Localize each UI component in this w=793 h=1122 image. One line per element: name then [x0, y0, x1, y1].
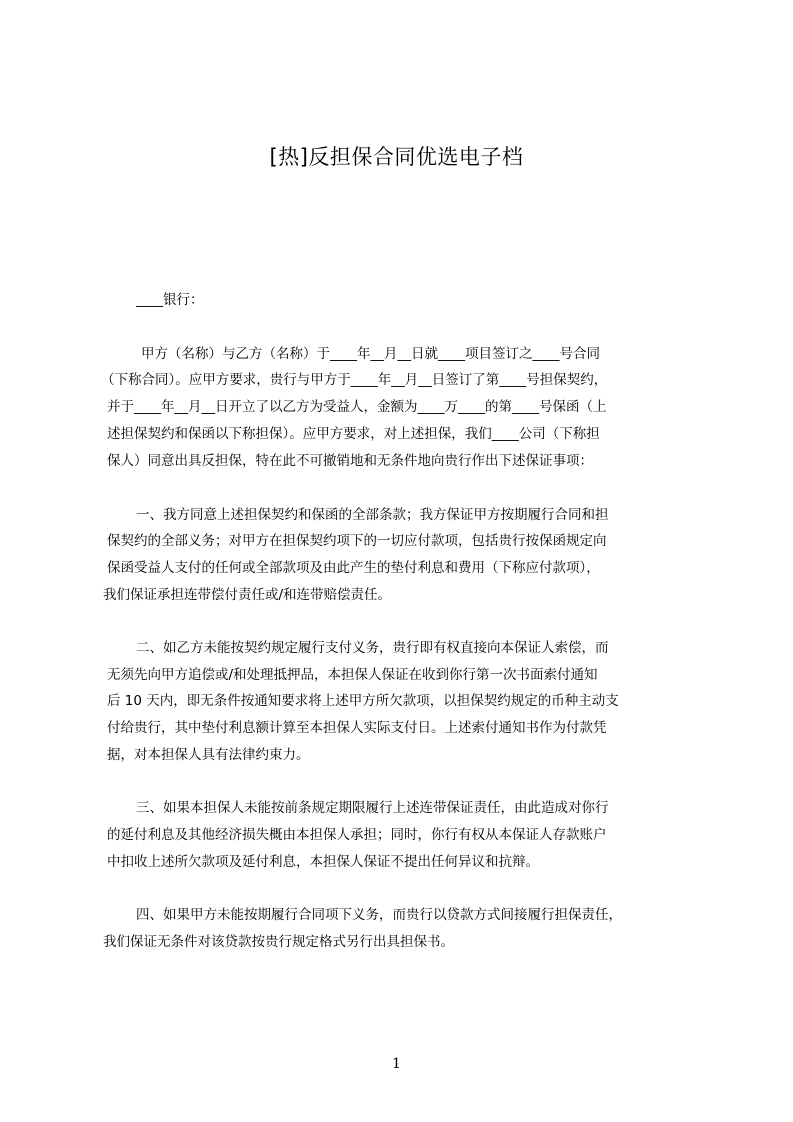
paragraph-line: 述担保契约和保函以下称担保）。应甲方要求，对上述担保，我们____公司（下称担 — [107, 426, 600, 442]
paragraph-line: 据，对本担保人具有法律约束力。 — [107, 747, 310, 763]
paragraph-line: 中扣收上述所欠款项及延付利息，本担保人保证不提出任何异议和抗辩。 — [107, 854, 539, 870]
paragraph-line: （下称合同）。应甲方要求，贵行与甲方于____年__月__日签订了第____号担保契约， — [101, 372, 608, 388]
paragraph-line: 我们保证无条件对该贷款按贵行规定格式另行出具担保书。 — [103, 934, 454, 950]
paragraph-line: 并于____年__月__日开立了以乙方为受益人，金额为____万____的第____号保函（上 — [107, 399, 607, 415]
document-title: [热]反担保合同优选电子档 — [269, 145, 524, 169]
salutation: ____银行： — [136, 292, 204, 308]
paragraph-line: 保契约的全部义务；对甲方在担保契约项下的一切应付款项，包括贵行按保函规定向 — [107, 533, 607, 549]
paragraph-line: 后 10 天内，即无条件按通知要求将上述甲方所欠款项，以担保契约规定的币种主动支 — [107, 693, 619, 709]
paragraph-line: 的延付利息及其他经济损失概由本担保人承担；同时，你行有权从本保证人存款账户 — [107, 827, 607, 843]
paragraph-line: 无须先向甲方追偿或/和处理抵押品，本担保人保证在收到你行第一次书面索付通知 — [107, 667, 598, 683]
paragraph-line: 四、如果甲方未能按期履行合同项下义务，而贵行以贷款方式间接履行担保责任， — [136, 907, 622, 923]
paragraph-line: 三、如果本担保人未能按前条规定期限履行上述连带保证责任，由此造成对你行 — [136, 800, 609, 816]
paragraph-line: 一、我方同意上述担保契约和保函的全部条款；我方保证甲方按期履行合同和担 — [136, 507, 609, 523]
page-number: 1 — [392, 1056, 401, 1072]
paragraph-line: 保人）同意出具反担保，特在此不可撤销地和无条件地向贵行作出下述保证事项： — [107, 453, 593, 469]
paragraph-line: 我们保证承担连带偿付责任或/和连带赔偿责任。 — [103, 587, 392, 603]
paragraph-line: 二、如乙方未能按契约规定履行支付义务，贵行即有权直接向本保证人索偿，而 — [136, 640, 609, 656]
paragraph-line: 甲方（名称）与乙方（名称）于____年__月__日就____项目签订之____号合同 — [141, 346, 600, 362]
paragraph-line: 保函受益人支付的任何或全部款项及由此产生的垫付利息和费用（下称应付款项）， — [107, 560, 600, 576]
paragraph-line: 付给贵行，其中垫付利息额计算至本担保人实际支付日。上述索付通知书作为付款凭 — [107, 720, 607, 736]
